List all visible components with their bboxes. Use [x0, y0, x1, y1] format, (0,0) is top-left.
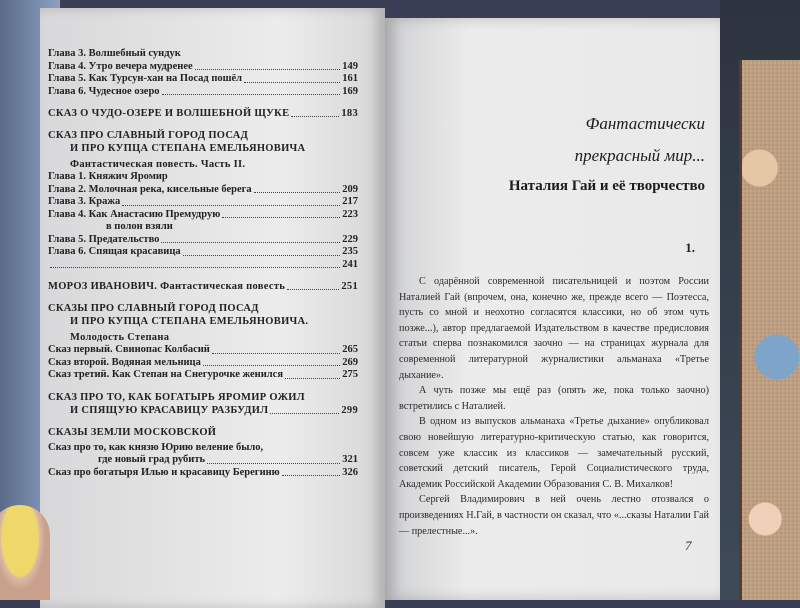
toc-section-title: СКАЗ ПРО ТО, КАК БОГАТЫРЬ ЯРОМИР ОЖИЛ: [48, 391, 305, 403]
toc-section-title: СКАЗЫ ПРО СЛАВНЫЙ ГОРОД ПОСАД: [48, 303, 259, 314]
toc-section: [48, 426, 358, 439]
toc-section-line: [48, 404, 358, 417]
toc-section: [48, 391, 358, 417]
toc-leader-dots: [254, 192, 341, 193]
toc-entry: [48, 259, 358, 272]
toc-leader-dots: [244, 82, 340, 83]
paragraph: Сергей Владимирович в ней очень лестно отозвался о произведениях Н.Гай, в частности он сказал, что «...сказы Наталии Гай — прелестные...».: [399, 494, 709, 537]
toc-section: [48, 107, 358, 120]
toc-entry: [48, 246, 358, 259]
toc-section-line: [48, 391, 358, 404]
toc-entry-title: Глава 4. Как Анастасию Премудрую: [48, 208, 221, 220]
toc-entry: [48, 73, 358, 86]
toc-entry-title: Сказ первый. Свинопас Колбасий: [48, 344, 210, 355]
section-number: 1.: [685, 240, 695, 255]
right-page: [385, 18, 720, 600]
toc-entry: [48, 171, 358, 184]
toc-section-line: [48, 426, 358, 439]
toc-page-number: 209: [342, 183, 358, 195]
toc-entry: [48, 357, 358, 370]
toc-section-title: И СПЯЩУЮ КРАСАВИЦУ РАЗБУДИЛ: [70, 404, 269, 416]
table-of-contents: [48, 48, 358, 479]
toc-page-number: 161: [342, 73, 358, 84]
toc-leader-dots: [285, 378, 340, 379]
toc-entry: [48, 454, 358, 467]
toc-entry-title: где новый град рубить: [98, 454, 206, 465]
toc-page-number: 217: [342, 196, 358, 207]
toc-section-title: И ПРО КУПЦА СТЕПАНА ЕМЕЛЬЯНОВИЧА.: [70, 316, 309, 327]
toc-entry-title: Глава 6. Спящая красавица: [48, 246, 181, 257]
toc-page-number: 275: [342, 369, 358, 380]
toc-entry: [48, 344, 358, 357]
toc-page-number: 299: [341, 404, 358, 416]
toc-entry-title: Глава 5. Как Турсун-хан на Посад пошёл: [48, 73, 243, 84]
chapter-title-line2: прекрасный мир...: [574, 146, 705, 165]
toc-entry: [48, 442, 358, 455]
toc-section-line: [48, 302, 358, 315]
toc-leader-dots: [195, 69, 341, 70]
toc-page-number: 183: [341, 108, 358, 119]
toc-page-number: 229: [342, 233, 358, 245]
toc-entry: [48, 48, 358, 61]
toc-entry-title: Глава 1. Княжич Яромир: [48, 171, 168, 182]
toc-leader-dots: [161, 242, 340, 243]
toc-page-number: 251: [341, 281, 358, 292]
toc-section-line: [48, 142, 358, 155]
toc-leader-dots: [291, 116, 339, 117]
toc-entry-title: Сказ третий. Как Степан на Снегурочке женился: [48, 369, 284, 380]
toc-entry-title: Глава 2. Молочная река, кисельные берега: [48, 183, 252, 195]
toc-entry-title: Сказ второй. Водяная мельница: [48, 356, 201, 368]
toc-page-number: 169: [342, 85, 358, 97]
page-number: 7: [685, 538, 692, 553]
toc-section-line: [48, 315, 358, 328]
cross-stitch-picture: [739, 60, 800, 600]
toc-entry-title: в полон взяли: [106, 221, 173, 232]
toc-section: [48, 129, 358, 155]
toc-section-line: [48, 280, 358, 293]
toc-leader-dots: [282, 475, 341, 476]
toc-entry: [48, 196, 358, 209]
toc-page-number: 326: [342, 466, 358, 478]
toc-leader-dots: [50, 267, 340, 268]
toc-section-title: СКАЗЫ ЗЕМЛИ МОСКОВСКОЙ: [48, 426, 217, 438]
toc-leader-dots: [270, 413, 339, 414]
toc-leader-dots: [122, 205, 340, 206]
toc-entry-title: Сказ про богатыря Илью и красавицу Берегиню: [48, 466, 280, 478]
toc-entry-title: Сказ про то, как князю Юрию веление было,: [48, 441, 264, 453]
toc-section-line: [48, 129, 358, 142]
toc-entry: [48, 184, 358, 197]
toc-section-title: СКАЗ О ЧУДО-ОЗЕРЕ И ВОЛШЕБНОЙ ЩУКЕ: [48, 108, 290, 119]
toc-entry-title: Глава 4. Утро вечера мудренее: [48, 60, 193, 72]
toc-page-number: 269: [342, 356, 358, 368]
toc-page-number: 235: [342, 246, 358, 257]
toc-entry-title: Глава 3. Волшебный сундук: [48, 48, 181, 59]
toc-section-title: МОРОЗ ИВАНОВИЧ. Фантастическая повесть: [48, 281, 286, 292]
toc-entry-title: Глава 5. Предательство: [48, 233, 160, 245]
toc-entry: [48, 234, 358, 247]
toc-section: [48, 302, 358, 328]
toc-page-number: 321: [342, 454, 358, 465]
toc-entry: [48, 209, 358, 222]
paragraph: А чуть позже мы ещё раз (опять же, пока только заочно) встретились с Наталией.: [399, 385, 709, 412]
toc-leader-dots: [222, 217, 340, 218]
toc-entry-title: Глава 3. Кража: [48, 196, 121, 207]
toc-subheading: Молодость Степана: [70, 332, 170, 343]
thumb: [0, 505, 50, 600]
toc-section: [48, 280, 358, 293]
toc-section-title: И ПРО КУПЦА СТЕПАНА ЕМЕЛЬЯНОВИЧА: [70, 143, 306, 154]
toc-page-number: 149: [342, 60, 358, 72]
paragraph: В одном из выпусков альманаха «Третье дыхание» опубликовал свою новейшую литературно-критическую статью, как говорится, совсем уже классик из классиков — замечательный русский, советский детский писатель, Герой Социалистического труда, Академик Российской Академии Образования С. В. Михалков!: [399, 416, 709, 490]
toc-entry: [48, 221, 358, 234]
toc-entry-title: Глава 6. Чудесное озеро: [48, 85, 160, 97]
chapter-subtitle: Наталия Гай и её творчество: [508, 178, 705, 194]
toc-section-title: СКАЗ ПРО СЛАВНЫЙ ГОРОД ПОСАД: [48, 130, 249, 141]
paragraph: С одарённой современной писательницей и поэтом России Наталией Гай (впрочем, она, конечно же, прежде всего — Поэтесса, пусть со мной и неохотно согласятся классики, но об этом чуть позже...), автор предлагаемой Издательством в качестве предисловия статьи сперва познакомился заочно — на страницах журнала для современной литературной журналистики альманаха «Третье дыхание».: [399, 276, 709, 381]
toc-entry: [48, 86, 358, 99]
toc-page-number: 241: [342, 258, 358, 270]
toc-page-number: 265: [342, 344, 358, 355]
toc-entry: [48, 61, 358, 74]
toc-entry: [48, 369, 358, 382]
chapter-title-line1: Фантастически: [585, 114, 705, 133]
toc-leader-dots: [212, 353, 340, 354]
toc-leader-dots: [287, 289, 339, 290]
toc-leader-dots: [183, 255, 341, 256]
toc-page-number: 223: [342, 208, 358, 220]
body-text: [399, 274, 709, 539]
toc-leader-dots: [162, 94, 341, 95]
toc-section-line: [48, 107, 358, 120]
toc-leader-dots: [207, 463, 340, 464]
toc-leader-dots: [203, 365, 340, 366]
toc-entry: [48, 467, 358, 480]
toc-subheading: Фантастическая повесть. Часть II.: [70, 159, 246, 170]
